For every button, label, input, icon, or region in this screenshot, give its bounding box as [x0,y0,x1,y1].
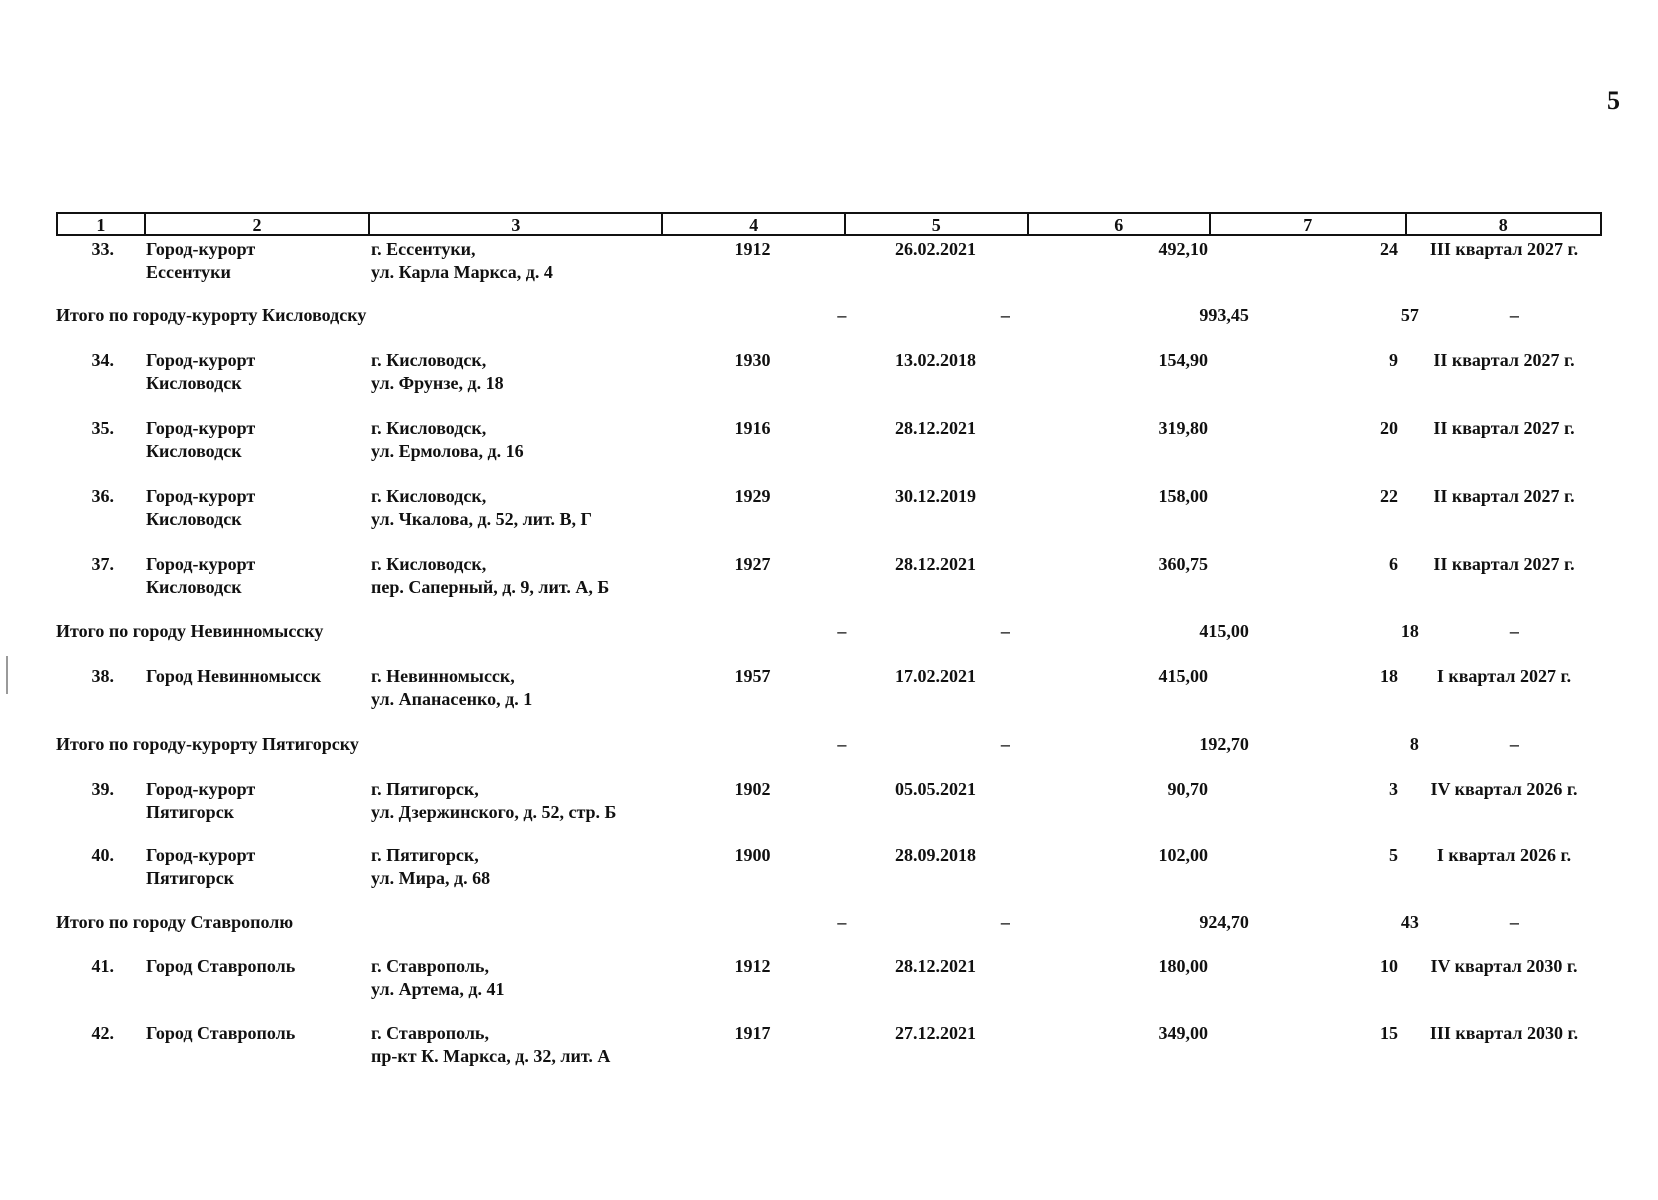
table-row [56,955,1602,1001]
term: IV квартал 2030 г. [1430,956,1578,976]
area: 180,00 [1158,956,1208,976]
year: 1930 [734,350,771,370]
term: I квартал 2026 г. [1436,845,1572,865]
term: IV квартал 2026 г. [1430,779,1578,799]
municipality: Город-курорт Пятигорск [146,779,256,822]
header-col-5: 5 [844,214,1027,234]
count: 22 [1380,486,1398,506]
count: 9 [1389,350,1398,370]
address: г. Ессентуки, ул. Карла Маркса, д. 4 [371,239,553,282]
row-number: 38. [91,666,114,686]
date: 28.12.2021 [895,554,976,574]
year: – [837,734,847,754]
municipality: Город-курорт Кисловодск [146,486,256,529]
area: 319,80 [1158,418,1208,438]
term: – [1509,621,1519,641]
year: 1912 [734,956,771,976]
address: г. Кисловодск, ул. Чкалова, д. 52, лит. В, Г [371,486,593,529]
year: 1900 [734,845,771,865]
term: II квартал 2027 г. [1433,486,1575,506]
address: г. Невинномысск, ул. Апанасенко, д. 1 [371,666,533,709]
year: – [837,912,847,932]
count: 43 [1400,912,1419,932]
count: 18 [1400,621,1419,641]
row-number: 39. [91,779,114,799]
header-col-8: 8 [1405,214,1601,234]
address: г. Ставрополь, пр-кт К. Маркса, д. 32, лит. А [371,1023,611,1066]
year: 1929 [734,486,771,506]
header-col-1: 1 [96,215,106,235]
area: 158,00 [1158,486,1208,506]
year: 1916 [734,418,771,438]
summary-row [56,733,1602,756]
municipality: Город Ставрополь [146,956,296,976]
year: 1902 [734,779,771,799]
summary-label: Итого по городу Невинномысску [56,621,324,641]
header-col-3: 3 [368,214,661,234]
term: II квартал 2027 г. [1433,554,1575,574]
table-row [56,1022,1602,1068]
date: 28.12.2021 [895,956,976,976]
count: 6 [1389,554,1398,574]
term: III квартал 2030 г. [1429,1023,1579,1043]
term: II квартал 2027 г. [1433,418,1575,438]
date: – [1000,305,1010,325]
municipality: Город-курорт Кисловодск [146,554,256,597]
row-number: 41. [91,956,114,976]
term: III квартал 2027 г. [1429,239,1579,259]
count: 8 [1409,734,1419,754]
count: 10 [1380,956,1398,976]
date: 27.12.2021 [895,1023,976,1043]
area: 415,00 [1199,621,1249,641]
date: – [1000,734,1010,754]
date: 30.12.2019 [895,486,976,506]
row-number: 37. [91,554,114,574]
summary-label: Итого по городу-курорту Пятигорску [56,734,359,754]
year: – [837,621,847,641]
term: II квартал 2027 г. [1433,350,1575,370]
summary-label: Итого по городу-курорту Кисловодску [56,305,367,325]
page-number: 5 [1607,86,1620,115]
row-number: 40. [91,845,114,865]
date: 28.09.2018 [895,845,976,865]
count: 15 [1380,1023,1398,1043]
area: 993,45 [1199,305,1249,325]
area: 360,75 [1158,554,1208,574]
count: 5 [1389,845,1398,865]
row-number: 36. [91,486,114,506]
term: – [1509,305,1519,325]
area: 192,70 [1199,734,1249,754]
term: – [1509,734,1519,754]
year: – [837,305,847,325]
summary-label: Итого по городу Ставрополю [56,912,294,932]
address: г. Кисловодск, ул. Фрунзе, д. 18 [371,350,504,393]
term: – [1509,912,1519,932]
year: 1927 [734,554,771,574]
table-row [56,665,1602,711]
area: 154,90 [1158,350,1208,370]
table-header [56,212,1602,236]
date: – [1000,621,1010,641]
table-row [56,485,1602,531]
date: 28.12.2021 [895,418,976,438]
table-row [56,238,1602,284]
header-col-4: 4 [661,214,844,234]
date: – [1000,912,1010,932]
date: 17.02.2021 [895,666,976,686]
date: 13.02.2018 [895,350,976,370]
area: 349,00 [1158,1023,1208,1043]
count: 3 [1389,779,1398,799]
address: г. Кисловодск, пер. Саперный, д. 9, лит. А, Б [371,554,610,597]
summary-row [56,911,1602,934]
municipality: Город-курорт Кисловодск [146,418,256,461]
area: 102,00 [1158,845,1208,865]
header-col-6: 6 [1027,214,1210,234]
area: 415,00 [1158,666,1208,686]
table-row [56,349,1602,395]
table-row [56,417,1602,463]
row-number: 34. [91,350,114,370]
address: г. Пятигорск, ул. Дзержинского, д. 52, стр. Б [371,779,617,822]
table-row [56,553,1602,599]
term: I квартал 2027 г. [1436,666,1572,686]
summary-row [56,304,1602,327]
year: 1912 [734,239,771,259]
count: 57 [1400,305,1419,325]
area: 492,10 [1158,239,1208,259]
municipality: Город Ставрополь [146,1023,296,1043]
municipality: Город-курорт Пятигорск [146,845,256,888]
count: 18 [1380,666,1398,686]
address: г. Ставрополь, ул. Артема, д. 41 [371,956,505,999]
row-number: 35. [91,418,114,438]
date: 05.05.2021 [895,779,976,799]
municipality: Город-курорт Кисловодск [146,350,256,393]
count: 24 [1380,239,1398,259]
municipality: Город Невинномысск [146,666,322,686]
header-col-2: 2 [144,214,368,234]
area: 924,70 [1199,912,1249,932]
year: 1957 [734,666,771,686]
row-number: 42. [91,1023,114,1043]
address: г. Кисловодск, ул. Ермолова, д. 16 [371,418,524,461]
count: 20 [1380,418,1398,438]
municipality: Город-курорт Ессентуки [146,239,256,282]
date: 26.02.2021 [895,239,976,259]
margin-mark [6,656,8,694]
summary-row [56,620,1602,643]
header-col-7: 7 [1209,214,1405,234]
table-row [56,844,1602,890]
year: 1917 [734,1023,771,1043]
address: г. Пятигорск, ул. Мира, д. 68 [371,845,491,888]
area: 90,70 [1167,779,1208,799]
row-number: 33. [91,239,114,259]
table-row [56,778,1602,824]
